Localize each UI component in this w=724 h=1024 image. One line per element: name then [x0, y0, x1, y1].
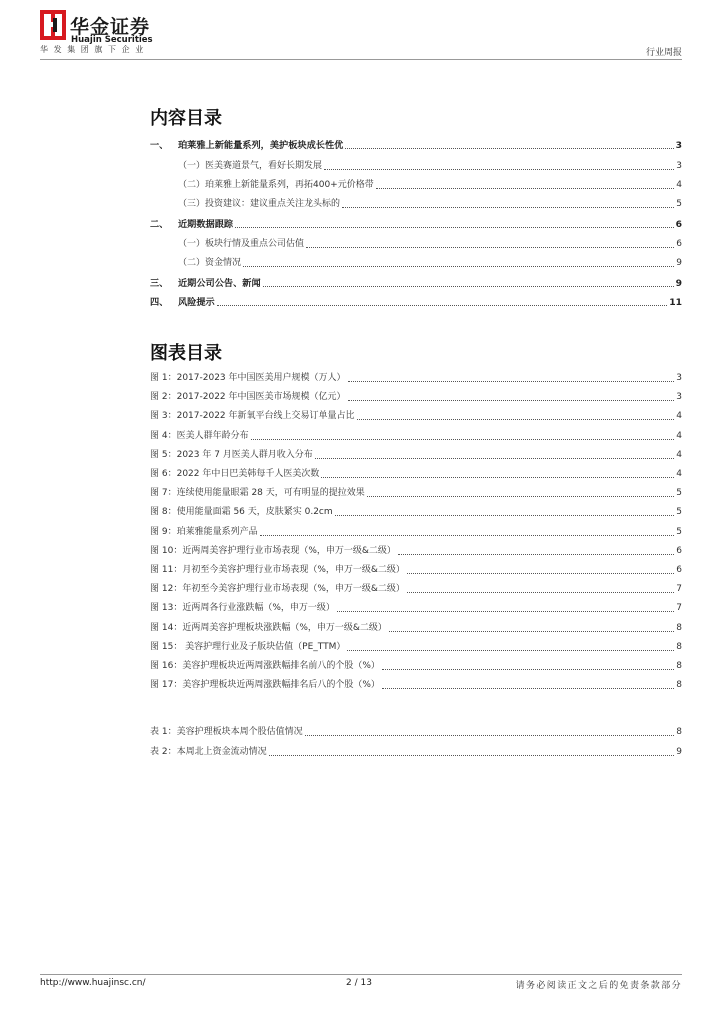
company-logo [40, 10, 170, 44]
toc-entry[interactable] [150, 218, 682, 231]
figure-entry-page: 4 [676, 430, 682, 441]
figure-entry-title: 图 6：2022 年中日巴美韩每千人医美次数 [150, 469, 320, 479]
table-entry[interactable] [150, 726, 682, 739]
logo-english-name: Huajin Securities [71, 35, 153, 45]
dot-leader [337, 611, 674, 612]
table-entry-title: 表 2：本周北上资金流动情况 [150, 746, 267, 757]
figure-entry[interactable] [150, 449, 682, 462]
toc-title: 内容目录 [150, 108, 222, 129]
figure-entry-page: 3 [676, 392, 682, 403]
figure-entry-page: 7 [676, 584, 682, 595]
toc-entry-page: 11 [669, 297, 682, 308]
figure-entry[interactable] [150, 564, 682, 577]
toc-entry-number: 二、 [150, 219, 169, 230]
figure-entry[interactable] [150, 506, 682, 519]
page-number: 2 / 13 [346, 978, 372, 988]
figure-entry-page: 4 [676, 469, 682, 479]
table-entry[interactable] [150, 746, 682, 759]
report-type-label: 行业周报 [645, 48, 682, 58]
toc-entry[interactable] [150, 238, 682, 251]
dot-leader [342, 207, 674, 208]
dot-leader [382, 688, 674, 689]
figure-entry[interactable] [150, 372, 682, 385]
dot-leader [217, 305, 667, 306]
figure-entry-title: 图 5：2023 年 7 月医美人群月收入分布 [150, 449, 313, 460]
toc-entry-title: 风险提示 [178, 297, 215, 308]
dot-leader [235, 227, 673, 228]
figure-entry-page: 6 [676, 545, 682, 556]
dot-leader [324, 169, 674, 170]
toc-entry-page: 3 [676, 161, 682, 171]
toc-entry-title: （三）投资建议：建议重点关注龙头标的 [178, 199, 341, 209]
dot-leader [367, 496, 675, 497]
dot-leader [407, 573, 674, 574]
dot-leader [243, 266, 674, 267]
dot-leader [382, 669, 674, 670]
figure-entry-page: 5 [676, 526, 682, 537]
toc-entry-page: 9 [675, 278, 682, 289]
dot-leader [306, 247, 674, 248]
logo-chinese-name: 华金证券 [70, 16, 151, 38]
huajin-logo-icon [40, 10, 66, 40]
figure-entry-title: 图 4：医美人群年龄分布 [150, 430, 249, 441]
figure-entry[interactable] [150, 526, 682, 539]
toc-entry[interactable] [150, 296, 682, 309]
toc-entry[interactable] [150, 139, 682, 152]
toc-entry-number: 一、 [150, 140, 169, 151]
footer-divider [40, 974, 682, 975]
dot-leader [263, 286, 674, 287]
figure-entry-title: 图 2：2017-2022 年中国医美市场规模（亿元） [150, 392, 346, 403]
figure-entry[interactable] [150, 545, 682, 558]
figure-entry-title: 图 10：近两周美容护理行业市场表现（%，申万一级&二级） [150, 545, 396, 556]
dot-leader [345, 148, 673, 149]
figure-entry-title: 图 8：使用能量面霜 56 天，皮肤紧实 0.2cm [150, 507, 333, 518]
toc-entry-number: 三、 [150, 278, 169, 289]
dot-leader [407, 592, 674, 593]
toc-entry-title: （一）板块行情及重点公司估值 [178, 239, 305, 249]
figure-entry-title: 图 17：美容护理板块近两周涨跌幅排名后八的个股（%） [150, 680, 380, 691]
dot-leader [376, 188, 675, 189]
toc-entry-page: 6 [676, 239, 682, 249]
figure-entry-page: 8 [676, 661, 682, 671]
table-entry-page: 8 [676, 727, 682, 737]
figure-entry-page: 8 [676, 641, 682, 652]
figure-entry-title: 图 13：近两周各行业涨跌幅（%，申万一级） [150, 603, 335, 614]
figure-entry[interactable] [150, 583, 682, 596]
figure-entry-page: 7 [676, 603, 682, 614]
figure-entry-title: 图 1：2017-2023 年中国医美用户规模（万人） [150, 373, 346, 383]
toc-entry-page: 9 [676, 258, 682, 268]
dot-leader [347, 650, 674, 651]
figure-entry-title: 图 3：2017-2022 年新氧平台线上交易订单量占比 [150, 411, 355, 422]
dot-leader [315, 458, 674, 459]
figure-entry-title: 图 12：年初至今美容护理行业市场表现（%，申万一级&二级） [150, 584, 405, 595]
toc-entry-number: 四、 [150, 297, 169, 308]
figure-entry[interactable] [150, 410, 682, 423]
toc-entry-title: （二）珀莱雅上新能量系列，再拓400+元价格带 [178, 180, 374, 190]
figure-entry[interactable] [150, 430, 682, 443]
dot-leader [251, 439, 675, 440]
figure-entry-page: 8 [676, 680, 682, 691]
figure-entry-title: 图 15： 美容护理行业及子版块估值（PE_TTM） [150, 641, 346, 652]
footer-website-link[interactable]: http://www.huajinsc.cn/ [40, 978, 146, 988]
dot-leader [389, 631, 674, 632]
figure-entry[interactable] [150, 602, 682, 615]
figure-entry-title: 图 7：连续使用能量眼霜 28 天，可有明显的提拉效果 [150, 488, 365, 499]
figure-entry[interactable] [150, 468, 682, 481]
figure-entry-page: 5 [676, 507, 682, 518]
table-entry-title: 表 1：美容护理板块本周个股估值情况 [150, 727, 303, 737]
figure-entry-page: 5 [676, 488, 682, 499]
dot-leader [398, 554, 674, 555]
toc-entry[interactable] [150, 179, 682, 192]
figure-entry-title: 图 11：月初至今美容护理行业市场表现（%，申万一级&二级） [150, 565, 405, 575]
figure-entry[interactable] [150, 487, 682, 500]
toc-entry-title: （一）医美赛道景气，看好长期发展 [178, 161, 323, 171]
disclaimer-note: 请务必阅读正文之后的免责条款部分 [515, 981, 682, 991]
toc-entry-page: 4 [676, 180, 682, 190]
toc-entry-title: 近期公司公告、新闻 [178, 278, 261, 289]
dot-leader [321, 477, 674, 478]
figure-entry-page: 4 [676, 411, 682, 422]
toc-entry-title: 珀莱雅上新能量系列，美护板块成长性优 [178, 140, 344, 151]
table-entry-page: 9 [676, 746, 682, 757]
dot-leader [357, 419, 675, 420]
figure-entry-page: 8 [676, 622, 682, 633]
figure-entry[interactable] [150, 622, 682, 635]
dot-leader [348, 381, 675, 382]
toc-entry-page: 5 [676, 199, 682, 209]
figure-entry-title: 图 14：近两周美容护理板块涨跌幅（%，申万一级&二级） [150, 622, 387, 633]
figures-title: 图表目录 [150, 343, 222, 364]
dot-leader [269, 755, 675, 756]
dot-leader [305, 735, 675, 736]
toc-entry[interactable] [150, 277, 682, 290]
figure-entry[interactable] [150, 391, 682, 404]
toc-entry-page: 3 [675, 140, 682, 151]
toc-entry-title: 近期数据跟踪 [178, 219, 234, 230]
toc-entry-title: （二）资金情况 [178, 258, 242, 268]
figure-entry-page: 4 [676, 449, 682, 460]
figure-entry-title: 图 9：珀莱雅能量系列产品 [150, 526, 258, 537]
toc-entry[interactable] [150, 160, 682, 173]
toc-entry-page: 6 [675, 219, 682, 230]
dot-leader [260, 535, 675, 536]
dot-leader [348, 400, 675, 401]
figure-entry-page: 3 [676, 373, 682, 383]
dot-leader [335, 515, 675, 516]
figure-entry-title: 图 16：美容护理板块近两周涨跌幅排名前八的个股（%） [150, 661, 380, 671]
figure-entry-page: 6 [676, 565, 682, 575]
toc-entry[interactable] [150, 198, 682, 211]
header-divider [40, 59, 682, 60]
figure-entry[interactable] [150, 641, 682, 654]
figure-entry[interactable] [150, 660, 682, 673]
toc-entry[interactable] [150, 257, 682, 270]
figure-entry[interactable] [150, 679, 682, 692]
company-subtitle: 华发集团旗下企业 [40, 45, 149, 54]
